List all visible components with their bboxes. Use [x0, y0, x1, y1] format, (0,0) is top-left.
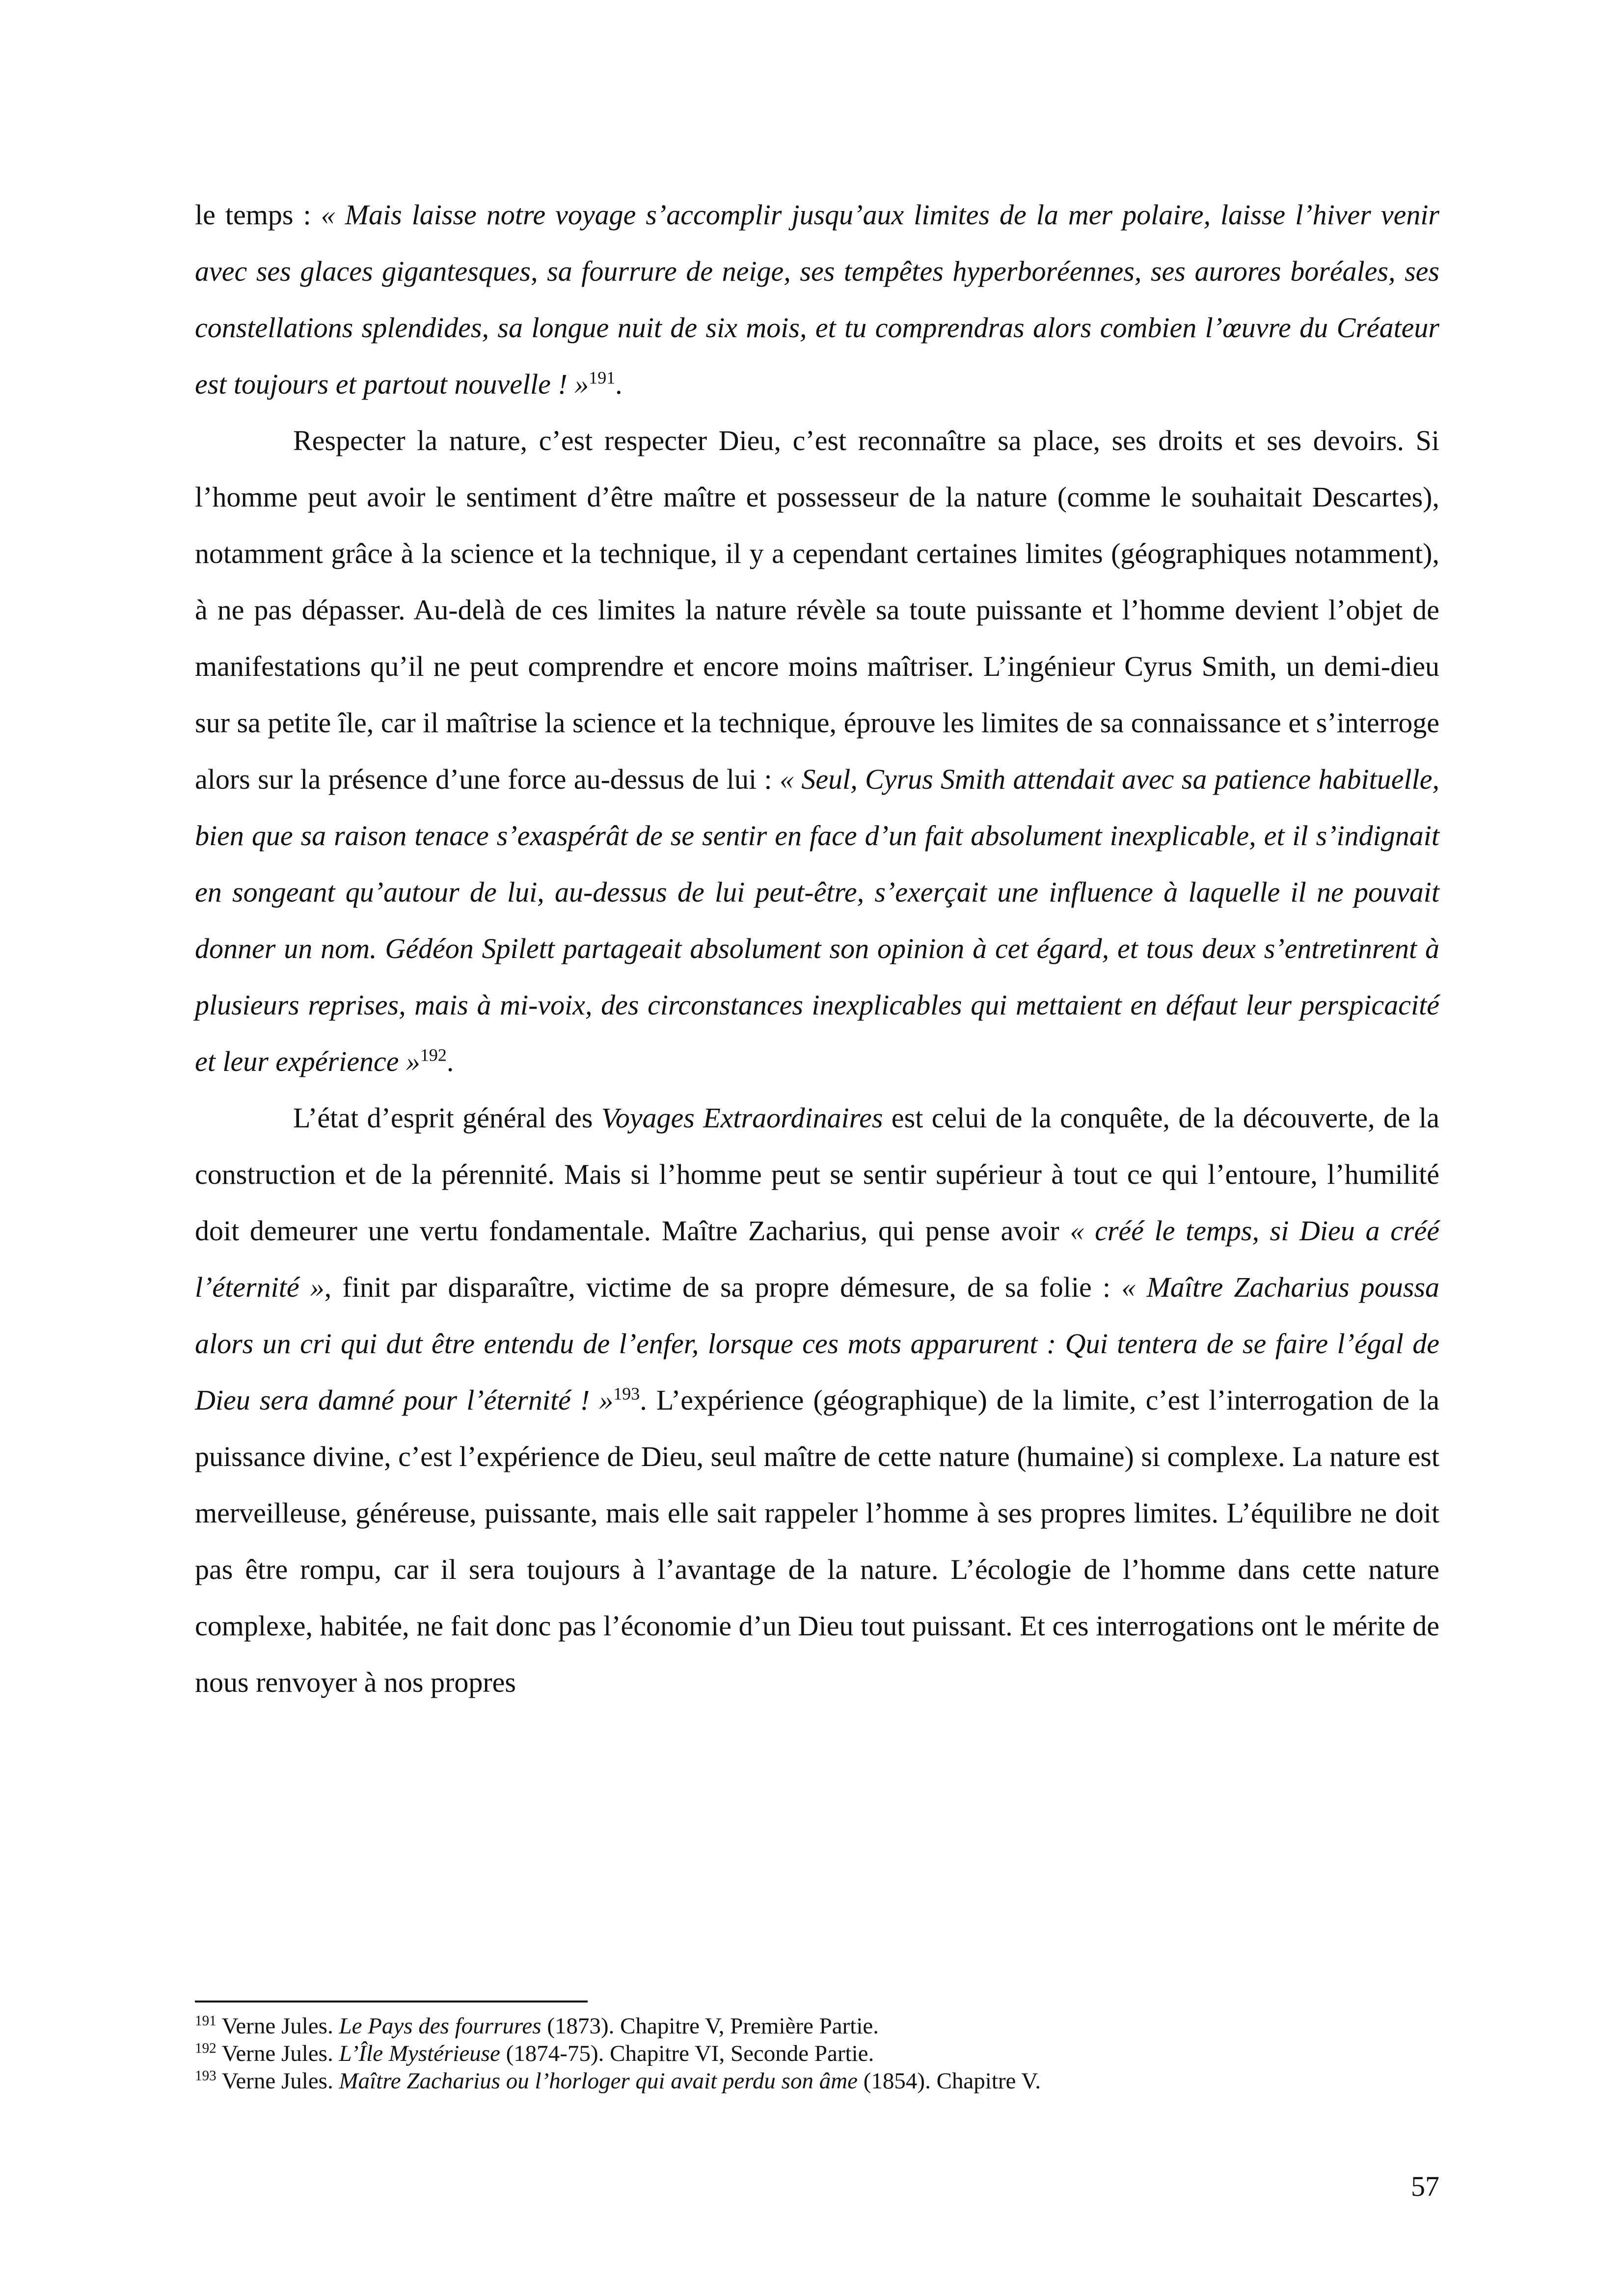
work-title-italic: Maître Zacharius ou l’horloger qui avait perdu son âme [339, 2068, 858, 2094]
text-run: le temps : [195, 199, 321, 231]
work-title-italic: L’Île Mystérieuse [339, 2041, 500, 2066]
footnote-number: 193 [195, 2068, 216, 2084]
text-run: . [615, 368, 622, 400]
text-run: (1854). Chapitre V. [858, 2068, 1041, 2094]
page-number: 57 [1411, 2170, 1439, 2202]
text-run: Verne Jules. [221, 2041, 339, 2066]
footnote-separator [195, 2001, 588, 2002]
text-run: est celui de la conquête, de la découverte, de la construction et de la pérennité. Mais si l’homme peut se sentir supérieur à tout ce qui l’entoure, l’humilité doit demeurer une vertu fondamentale. Maître Zacharius, qui pense avoir [195, 1102, 1440, 1247]
quotation-italic: « Mais laisse notre voyage s’accomplir jusqu’aux limites de la mer polaire, laisse l’hiver venir avec ses glaces gigantesques, sa fourrure de neige, ses tempêtes hyperboréennes, ses aurores boréales, ses constellations splendides, sa longue nuit de six mois, et tu comprendras alors combien l’œuvre du Créateur est toujours et partout nouvelle ! » [195, 199, 1440, 400]
work-title-italic: Le Pays des fourrures [339, 2013, 541, 2039]
footnote-ref-191[interactable]: 191 [589, 368, 616, 388]
quotation-italic: « Maître Zacharius poussa alors un cri qui dut être entendu de l’enfer, lorsque ces mots apparurent : Qui tentera de se faire l’égal de Dieu sera damné pour l’éternité ! » [195, 1271, 1439, 1416]
footnote-number: 191 [195, 2013, 216, 2029]
footnote-number: 192 [195, 2040, 216, 2056]
title-italic: Voyages Extraordinaires [601, 1102, 883, 1134]
paragraph [195, 1090, 1439, 1710]
paragraph [195, 412, 1439, 1090]
text-run: (1874-75). Chapitre VI, Seconde Partie. [500, 2041, 874, 2066]
text-run: Respecter la nature, c’est respecter Dieu, c’est reconnaître sa place, ses droits et ses devoirs. Si l’homme peut avoir le sentiment d’être maître et possesseur de la nature (comme le souhaitait Descartes), notamment grâce à la science et la technique, il y a cependant certaines limites (géographiques notamment), à ne pas dépasser. Au-delà de ces limites la nature révèle sa toute puissante et l’homme devient l’objet de manifestations qu’il ne peut comprendre et encore moins maîtriser. L’ingénieur Cyrus Smith, un demi-dieu sur sa petite île, car il maîtrise la science et la technique, éprouve les limites de sa connaissance et s’interroge alors sur la présence d’une force au-dessus de lui : [195, 425, 1439, 795]
quotation-italic: « Seul, Cyrus Smith attendait avec sa patience habituelle, bien que sa raison tenace s’exaspérât de se sentir en face d’un fait absolument inexplicable, et il s’indignait en songeant qu’autour de lui, au-dessus de lui peut-être, s’exerçait une influence à laquelle il ne pouvait donner un nom. Gédéon Spilett partageait absolument son opinion à cet égard, et tous deux s’entretinrent à plusieurs reprises, mais à mi-voix, des circonstances inexplicables qui mettaient en défaut leur perspicacité et leur expérience » [195, 763, 1439, 1077]
footnote-193 [195, 2067, 1439, 2095]
text-run: , finit par disparaître, victime de sa propre démesure, de sa folie : [324, 1271, 1122, 1303]
text-run: Verne Jules. [221, 2068, 339, 2094]
text-run: L’état d’esprit général des [293, 1102, 601, 1134]
body-text [195, 187, 1439, 1710]
text-run: . L’expérience (géographique) de la limite, c’est l’interrogation de la puissance divine, c’est l’expérience de Dieu, seul maître de cette nature (humaine) si complexe. La nature est merveilleuse, généreuse, puissante, mais elle sait rappeler l’homme à ses propres limites. L’équilibre ne doit pas être rompu, car il sera toujours à l’avantage de la nature. L’écologie de l’homme dans cette nature complexe, habitée, ne fait donc pas l’économie d’un Dieu tout puissant. Et ces interrogations ont le mérite de nous renvoyer à nos propres [195, 1384, 1439, 1698]
footnotes [195, 2012, 1439, 2095]
text-run: Verne Jules. [221, 2013, 339, 2039]
text-run: . [446, 1045, 454, 1077]
footnote-192 [195, 2040, 1439, 2067]
paragraph [195, 187, 1439, 412]
quotation-italic: « créé le temps, si Dieu a créé l’éternité » [195, 1215, 1439, 1303]
footnote-ref-193[interactable]: 193 [613, 1384, 640, 1404]
footnote-ref-192[interactable]: 192 [420, 1045, 447, 1065]
footnote-191 [195, 2012, 1439, 2040]
text-run: (1873). Chapitre V, Première Partie. [541, 2013, 879, 2039]
